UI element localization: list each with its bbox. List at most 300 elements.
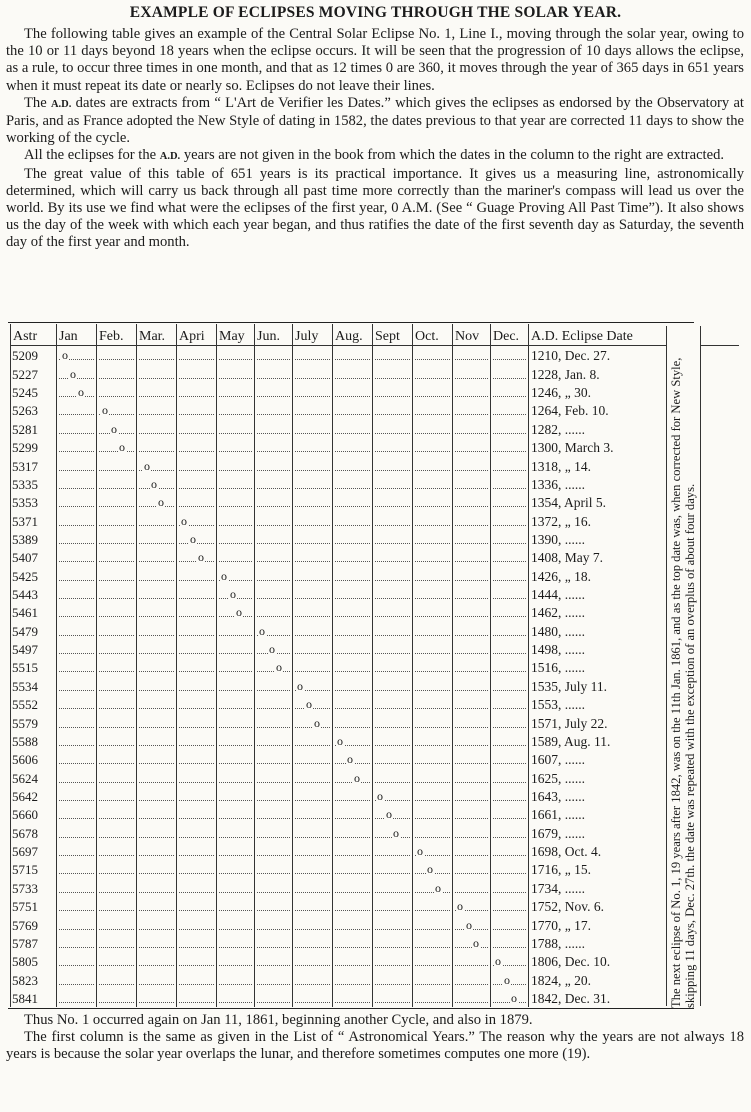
astr-year-cell: 5678 xyxy=(11,823,57,841)
eclipse-table xyxy=(10,324,739,1007)
month-cell xyxy=(255,640,293,658)
month-cell xyxy=(491,456,529,474)
astr-year-cell: 5425 xyxy=(11,566,57,584)
month-cell xyxy=(491,346,529,365)
astr-year-cell: 5534 xyxy=(11,676,57,694)
month-cell xyxy=(413,530,453,548)
month-cell xyxy=(217,750,255,768)
month-cell xyxy=(57,640,97,658)
month-cell xyxy=(97,952,137,970)
month-cell xyxy=(137,878,177,896)
month-cell xyxy=(373,456,413,474)
eclipse-marker: o xyxy=(198,550,204,565)
eclipse-date-cell: 1770, „ 17. xyxy=(529,915,739,933)
month-cell xyxy=(491,823,529,841)
month-cell xyxy=(137,566,177,584)
month-cell xyxy=(293,401,333,419)
eclipse-date-cell: 1625, ...... xyxy=(529,768,739,786)
month-cell xyxy=(217,585,255,603)
month-cell xyxy=(177,456,217,474)
month-cell xyxy=(57,401,97,419)
month-cell xyxy=(57,383,97,401)
month-cell xyxy=(293,805,333,823)
month-cell xyxy=(413,401,453,419)
eclipse-marker: o xyxy=(269,642,275,657)
eclipse-marker: o xyxy=(70,366,76,381)
column-header: Mar. xyxy=(137,324,177,346)
month-cell xyxy=(491,897,529,915)
eclipse-date-cell: 1752, Nov. 6. xyxy=(529,897,739,915)
astr-year-cell: 5479 xyxy=(11,621,57,639)
month-cell xyxy=(373,621,413,639)
month-cell xyxy=(177,970,217,988)
month-cell xyxy=(373,530,413,548)
month-cell xyxy=(333,768,373,786)
month-cell xyxy=(491,952,529,970)
month-cell xyxy=(293,860,333,878)
month-cell xyxy=(57,695,97,713)
month-cell xyxy=(177,621,217,639)
column-header: Nov xyxy=(453,324,491,346)
month-cell xyxy=(57,603,97,621)
month-cell xyxy=(57,419,97,437)
month-cell xyxy=(57,530,97,548)
eclipse-date-cell: 1516, ...... xyxy=(529,658,739,676)
table-header-row xyxy=(11,324,739,346)
month-cell xyxy=(491,438,529,456)
month-cell xyxy=(333,401,373,419)
month-cell xyxy=(57,805,97,823)
astr-year-cell: 5335 xyxy=(11,475,57,493)
month-cell xyxy=(255,566,293,584)
month-cell xyxy=(217,952,255,970)
month-cell xyxy=(97,383,137,401)
month-cell xyxy=(137,438,177,456)
month-cell xyxy=(293,364,333,382)
month-cell xyxy=(491,750,529,768)
month-cell xyxy=(177,438,217,456)
month-cell xyxy=(217,658,255,676)
month-cell xyxy=(57,364,97,382)
month-cell xyxy=(137,842,177,860)
astr-year-cell: 5624 xyxy=(11,768,57,786)
month-cell xyxy=(57,438,97,456)
eclipse-marker: o xyxy=(144,458,150,473)
month-cell xyxy=(217,566,255,584)
month-cell xyxy=(255,493,293,511)
month-cell xyxy=(177,603,217,621)
month-cell xyxy=(255,750,293,768)
eclipse-marker: o xyxy=(236,605,242,620)
month-cell xyxy=(137,860,177,878)
eclipse-date-cell: 1716, „ 15. xyxy=(529,860,739,878)
month-cell xyxy=(57,787,97,805)
month-cell xyxy=(413,493,453,511)
month-cell xyxy=(413,805,453,823)
month-cell xyxy=(217,401,255,419)
eclipse-marker: o xyxy=(495,954,501,969)
month-cell xyxy=(57,511,97,529)
month-cell xyxy=(333,750,373,768)
month-cell xyxy=(137,897,177,915)
month-cell xyxy=(217,456,255,474)
month-cell xyxy=(177,548,217,566)
month-cell xyxy=(57,456,97,474)
footer-paragraph-1: Thus No. 1 occurred again on Jan 11, 1861, beginning another Cycle, and also in 1879. xyxy=(24,1012,533,1028)
month-cell xyxy=(293,989,333,1007)
month-cell xyxy=(57,493,97,511)
month-cell xyxy=(57,823,97,841)
eclipse-marker: o xyxy=(119,440,125,455)
month-cell xyxy=(413,823,453,841)
column-header: July xyxy=(293,324,333,346)
month-cell xyxy=(373,934,413,952)
month-cell xyxy=(453,989,491,1007)
month-cell xyxy=(373,401,413,419)
month-cell xyxy=(57,897,97,915)
column-header: Aug. xyxy=(333,324,373,346)
month-cell xyxy=(453,530,491,548)
astr-year-cell: 5606 xyxy=(11,750,57,768)
month-cell xyxy=(373,897,413,915)
month-cell xyxy=(217,695,255,713)
month-cell xyxy=(255,456,293,474)
eclipse-date-cell: 1734, ...... xyxy=(529,878,739,896)
month-cell xyxy=(293,383,333,401)
astr-year-cell: 5263 xyxy=(11,401,57,419)
month-cell xyxy=(57,475,97,493)
astr-year-cell: 5805 xyxy=(11,952,57,970)
month-cell xyxy=(293,658,333,676)
month-cell xyxy=(57,585,97,603)
eclipse-marker: o xyxy=(111,421,117,436)
month-cell xyxy=(491,603,529,621)
month-cell xyxy=(255,603,293,621)
month-cell xyxy=(177,732,217,750)
month-cell xyxy=(97,658,137,676)
intro-text xyxy=(6,26,744,252)
month-cell xyxy=(293,585,333,603)
column-header: Astr xyxy=(11,324,57,346)
month-cell xyxy=(137,823,177,841)
month-cell xyxy=(177,952,217,970)
month-cell xyxy=(453,585,491,603)
month-cell xyxy=(177,511,217,529)
month-cell xyxy=(255,915,293,933)
month-cell xyxy=(97,787,137,805)
month-cell xyxy=(491,585,529,603)
eclipse-marker: o xyxy=(473,935,479,950)
table-row xyxy=(11,493,739,511)
month-cell xyxy=(373,695,413,713)
month-cell xyxy=(373,860,413,878)
month-cell xyxy=(217,878,255,896)
eclipse-date-cell: 1228, Jan. 8. xyxy=(529,364,739,382)
month-cell xyxy=(57,952,97,970)
month-cell xyxy=(177,787,217,805)
eclipse-marker: o xyxy=(181,513,187,528)
month-cell xyxy=(293,897,333,915)
month-cell xyxy=(333,842,373,860)
month-cell xyxy=(453,768,491,786)
eclipse-date-cell: 1643, ...... xyxy=(529,787,739,805)
astr-year-cell: 5299 xyxy=(11,438,57,456)
month-cell xyxy=(97,915,137,933)
month-cell xyxy=(217,989,255,1007)
table-row xyxy=(11,530,739,548)
month-cell xyxy=(217,603,255,621)
month-cell xyxy=(333,419,373,437)
month-cell xyxy=(137,952,177,970)
month-cell xyxy=(491,970,529,988)
month-cell xyxy=(373,640,413,658)
eclipse-date-cell: 1698, Oct. 4. xyxy=(529,842,739,860)
month-cell xyxy=(137,732,177,750)
month-cell xyxy=(217,364,255,382)
month-cell xyxy=(453,878,491,896)
astr-year-cell: 5660 xyxy=(11,805,57,823)
month-cell xyxy=(137,676,177,694)
month-cell xyxy=(255,860,293,878)
month-cell xyxy=(413,585,453,603)
month-cell xyxy=(373,878,413,896)
month-cell xyxy=(137,401,177,419)
month-cell xyxy=(413,934,453,952)
eclipse-marker: o xyxy=(297,678,303,693)
astr-year-cell: 5579 xyxy=(11,713,57,731)
month-cell xyxy=(137,530,177,548)
month-cell xyxy=(293,787,333,805)
month-cell xyxy=(97,511,137,529)
month-cell xyxy=(453,952,491,970)
month-cell xyxy=(57,989,97,1007)
month-cell xyxy=(413,915,453,933)
month-cell xyxy=(217,915,255,933)
eclipse-marker: o xyxy=(354,770,360,785)
month-cell xyxy=(453,493,491,511)
eclipse-marker: o xyxy=(377,788,383,803)
sidenote-text: The next eclipse of No. 1, 19 years after 1842, was on the 11th Jan. 1861, and as the top date was, when corrected for New Style, skipping 11 days, Dec. 27th. the date was repeated with the exception of an overplus of about four days. xyxy=(669,357,697,1008)
month-cell xyxy=(491,383,529,401)
month-cell xyxy=(97,970,137,988)
month-cell xyxy=(137,475,177,493)
month-cell xyxy=(373,787,413,805)
month-cell xyxy=(177,860,217,878)
month-cell xyxy=(453,640,491,658)
month-cell xyxy=(333,566,373,584)
month-cell xyxy=(57,750,97,768)
month-cell xyxy=(57,676,97,694)
month-cell xyxy=(97,493,137,511)
month-cell xyxy=(413,364,453,382)
eclipse-date-cell: 1282, ...... xyxy=(529,419,739,437)
month-cell xyxy=(453,695,491,713)
month-cell xyxy=(491,695,529,713)
month-cell xyxy=(293,842,333,860)
month-cell xyxy=(491,493,529,511)
month-cell xyxy=(137,989,177,1007)
month-cell xyxy=(97,842,137,860)
eclipse-date-cell: 1372, „ 16. xyxy=(529,511,739,529)
month-cell xyxy=(137,658,177,676)
month-cell xyxy=(177,530,217,548)
month-cell xyxy=(97,475,137,493)
month-cell xyxy=(373,475,413,493)
month-cell xyxy=(177,695,217,713)
column-header: A.D. Eclipse Date xyxy=(529,324,739,346)
month-cell xyxy=(137,548,177,566)
month-cell xyxy=(413,621,453,639)
eclipse-marker: o xyxy=(466,917,472,932)
month-cell xyxy=(255,676,293,694)
month-cell xyxy=(453,456,491,474)
month-cell xyxy=(255,419,293,437)
month-cell xyxy=(413,475,453,493)
month-cell xyxy=(255,878,293,896)
month-cell xyxy=(373,346,413,365)
month-cell xyxy=(491,419,529,437)
eclipse-date-cell: 1246, „ 30. xyxy=(529,383,739,401)
month-cell xyxy=(373,585,413,603)
month-cell xyxy=(413,456,453,474)
table-row xyxy=(11,383,739,401)
month-cell xyxy=(217,860,255,878)
month-cell xyxy=(177,934,217,952)
month-cell xyxy=(97,768,137,786)
table-row xyxy=(11,750,739,768)
month-cell xyxy=(333,713,373,731)
month-cell xyxy=(413,676,453,694)
month-cell xyxy=(57,621,97,639)
astr-year-cell: 5407 xyxy=(11,548,57,566)
month-cell xyxy=(293,548,333,566)
eclipse-date-cell: 1264, Feb. 10. xyxy=(529,401,739,419)
table-row xyxy=(11,419,739,437)
month-cell xyxy=(137,805,177,823)
month-cell xyxy=(373,970,413,988)
month-cell xyxy=(413,750,453,768)
month-cell xyxy=(255,787,293,805)
table-row xyxy=(11,787,739,805)
eclipse-date-cell: 1318, „ 14. xyxy=(529,456,739,474)
month-cell xyxy=(373,713,413,731)
astr-year-cell: 5317 xyxy=(11,456,57,474)
month-cell xyxy=(217,768,255,786)
eclipse-date-cell: 1535, July 11. xyxy=(529,676,739,694)
month-cell xyxy=(373,438,413,456)
column-header: Jun. xyxy=(255,324,293,346)
month-cell xyxy=(97,897,137,915)
month-cell xyxy=(255,970,293,988)
table-row xyxy=(11,695,739,713)
month-cell xyxy=(373,603,413,621)
month-cell xyxy=(293,511,333,529)
month-cell xyxy=(97,438,137,456)
month-cell xyxy=(333,383,373,401)
eclipse-marker: o xyxy=(511,991,517,1005)
month-cell xyxy=(333,346,373,365)
eclipse-marker: o xyxy=(337,733,343,748)
month-cell xyxy=(453,805,491,823)
month-cell xyxy=(177,419,217,437)
month-cell xyxy=(255,805,293,823)
month-cell xyxy=(413,548,453,566)
month-cell xyxy=(217,548,255,566)
month-cell xyxy=(413,713,453,731)
month-cell xyxy=(373,364,413,382)
month-cell xyxy=(137,713,177,731)
month-cell xyxy=(57,713,97,731)
month-cell xyxy=(97,934,137,952)
astr-year-cell: 5245 xyxy=(11,383,57,401)
month-cell xyxy=(373,989,413,1007)
month-cell xyxy=(491,530,529,548)
month-cell xyxy=(97,621,137,639)
month-cell xyxy=(217,511,255,529)
month-cell xyxy=(333,530,373,548)
astr-year-cell: 5281 xyxy=(11,419,57,437)
month-cell xyxy=(255,842,293,860)
month-cell xyxy=(453,621,491,639)
eclipse-date-cell: 1426, „ 18. xyxy=(529,566,739,584)
month-cell xyxy=(97,456,137,474)
month-cell xyxy=(453,970,491,988)
month-cell xyxy=(177,915,217,933)
eclipse-date-cell: 1498, ...... xyxy=(529,640,739,658)
month-cell xyxy=(57,860,97,878)
month-cell xyxy=(373,511,413,529)
month-cell xyxy=(453,346,491,365)
month-cell xyxy=(333,548,373,566)
month-cell xyxy=(333,934,373,952)
eclipse-date-cell: 1589, Aug. 11. xyxy=(529,732,739,750)
month-cell xyxy=(255,658,293,676)
table-row xyxy=(11,970,739,988)
month-cell xyxy=(491,787,529,805)
month-cell xyxy=(217,346,255,365)
month-cell xyxy=(413,346,453,365)
table-row xyxy=(11,842,739,860)
month-cell xyxy=(177,842,217,860)
month-cell xyxy=(177,713,217,731)
month-cell xyxy=(333,585,373,603)
month-cell xyxy=(217,713,255,731)
month-cell xyxy=(373,493,413,511)
month-cell xyxy=(217,475,255,493)
month-cell xyxy=(57,768,97,786)
eclipse-marker: o xyxy=(504,972,510,987)
month-cell xyxy=(293,823,333,841)
month-cell xyxy=(177,475,217,493)
month-cell xyxy=(97,548,137,566)
eclipse-date-cell: 1390, ...... xyxy=(529,530,739,548)
month-cell xyxy=(453,823,491,841)
month-cell xyxy=(491,934,529,952)
column-header: Apri xyxy=(177,324,217,346)
month-cell xyxy=(413,695,453,713)
month-cell xyxy=(373,952,413,970)
month-cell xyxy=(255,364,293,382)
month-cell xyxy=(333,989,373,1007)
month-cell xyxy=(373,419,413,437)
month-cell xyxy=(217,823,255,841)
eclipse-date-cell: 1210, Dec. 27. xyxy=(529,346,739,365)
month-cell xyxy=(453,658,491,676)
month-cell xyxy=(255,621,293,639)
table-row xyxy=(11,401,739,419)
month-cell xyxy=(413,566,453,584)
month-cell xyxy=(293,732,333,750)
